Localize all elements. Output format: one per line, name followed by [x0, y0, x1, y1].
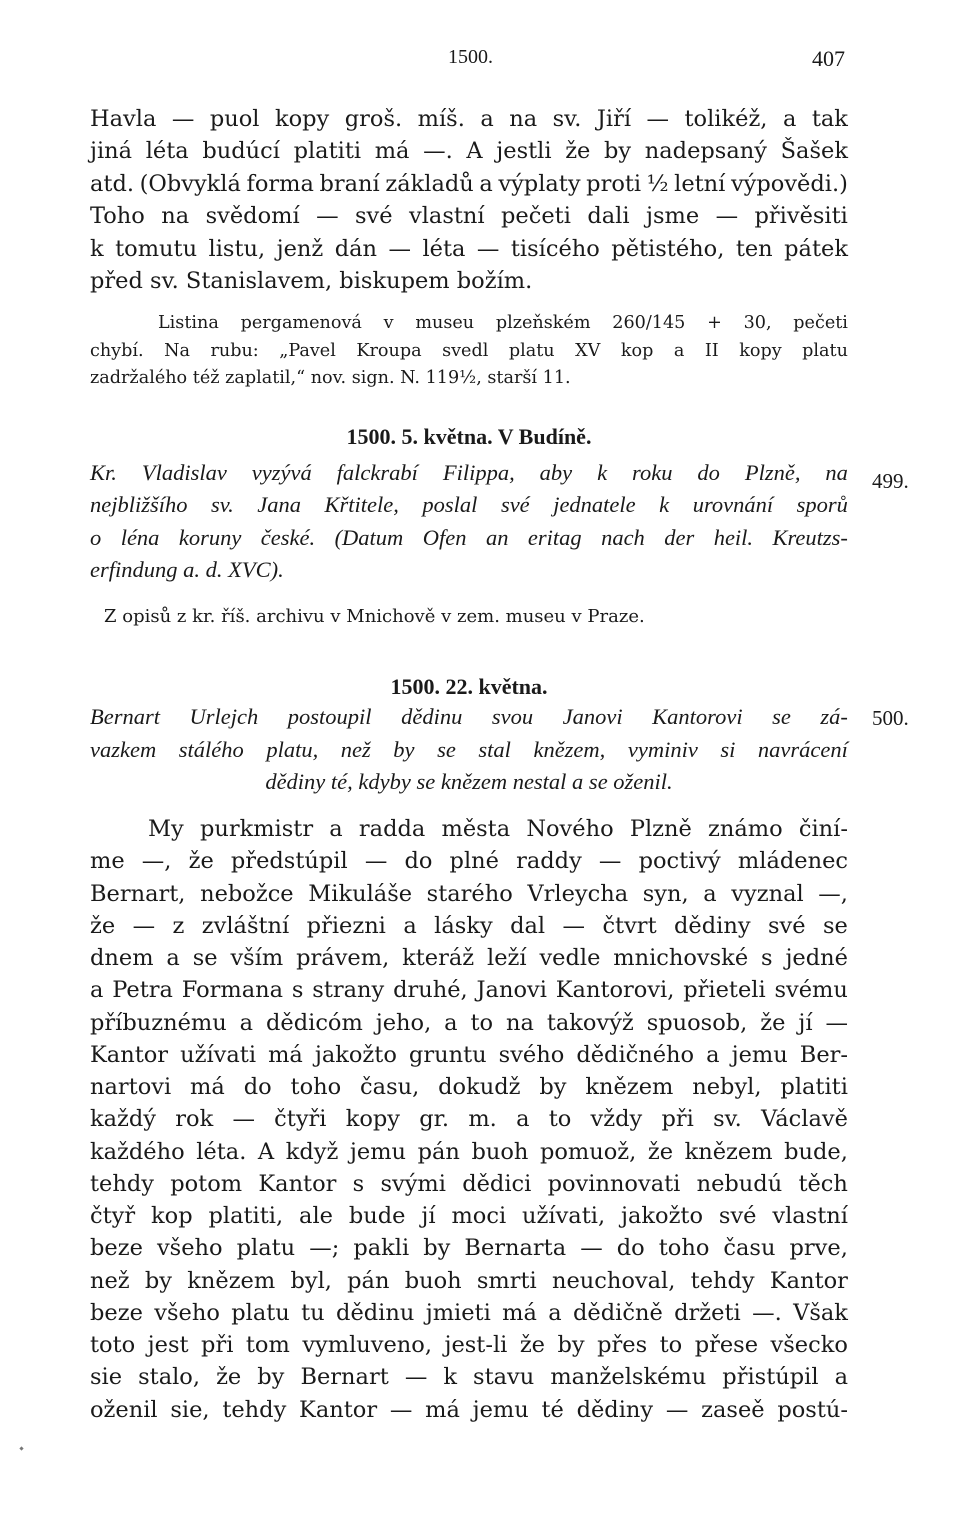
summary-line: nejbližšího sv. Jana Křtitele, poslal své jednatele k urovnání sporů — [90, 492, 848, 518]
body-line: dnem a se vším právem, kteráž leží vedle mnichovské s jedné — [90, 945, 848, 971]
body-line: toto jest při tom vymluveno, jest-li že by přes to přese všecko — [90, 1332, 848, 1358]
text-line: atd. (Obvyklá forma braní základů a výplaty proti ½ letní výpovědi.) — [90, 170, 848, 197]
text-line: Toho na svědomí — své vlastní pečeti dali jsme — přivěsiti — [90, 203, 848, 230]
body-line: sie stalo, že by Bernart — k stavu manželskému přistúpil a — [90, 1364, 848, 1391]
body-line: Kantor užívati má jakožto gruntu svého dědičného a jemu Ber- — [90, 1041, 848, 1068]
stray-mark — [19, 1446, 23, 1450]
body-line: Bernart, nebožce Mikuláše starého Vrleycha syn, a vyznal —, — [90, 880, 848, 907]
summary-line: dědiny té, kdyby se knězem nestal a se oženil. — [265, 769, 673, 794]
summary-line: o léna koruny české. (Datum Ofen an eritag nach der heil. Kreutzs- — [90, 524, 848, 550]
entry-500-margin-number: 500. — [872, 706, 909, 730]
body-line: příbuznému a dědicóm jeho, a to na takovýž spuosob, že jí — — [90, 1009, 848, 1036]
note-line: Listina pergamenová v museu plzeňském 260/145 + 30, pečeti — [158, 313, 848, 333]
body-line: beze všeho platu —; pakli by Bernarta — do toho času prve, — [90, 1235, 848, 1262]
summary-line: Kr. Vladislav vyzývá falckrabí Filippa, aby k roku do Plzně, na — [90, 460, 848, 485]
note-line: chybí. Na rubu: „Pavel Kroupa svedl platu XV kop a II kopy platu — [90, 340, 848, 361]
text-line: Havla — puol kopy groš. míš. a na sv. Jiří — tolikéž, a tak — [90, 106, 848, 132]
body-line: čtyř kop platiti, ale bude jí moci užívati, jakožto své vlastní — [90, 1203, 848, 1229]
text-line: před sv. Stanislavem, biskupem božím. — [90, 268, 533, 294]
entry-500-heading: 1500. 22. května. — [390, 674, 548, 699]
page-number: 407 — [812, 46, 845, 71]
body-line: každého léta. A když jemu pán buoh pomuož, že knězem bude, — [90, 1138, 848, 1165]
running-header-year: 1500. — [448, 46, 493, 68]
entry-499-margin-number: 499. — [872, 469, 909, 493]
body-line: My purkmistr a radda města Nového Plzně známo činí- — [148, 816, 848, 842]
entry-499-heading: 1500. 5. května. V Budíně. — [346, 424, 592, 449]
entry-499-source: Z opisů z kr. říš. archivu v Mnichově v zem. museu v Praze. — [104, 606, 645, 627]
summary-line: vazkem stálého platu, než by se stal knězem, vyminiv si navrácení — [90, 736, 848, 762]
body-line: oženil sie, tehdy Kantor — má jemu té dědiny — zaseě postú- — [90, 1396, 848, 1423]
body-line: nartovi má do toho času, dokudž by knězem nebyl, platiti — [90, 1074, 848, 1100]
body-line: me —, že předstúpil — do plné raddy — poctivý mládenec — [90, 848, 848, 875]
body-line: než by knězem byl, pán buoh smrti neuchoval, tehdy Kantor — [90, 1267, 848, 1294]
body-line: tehdy potom Kantor s svými dědici povinnovati nebudú těch — [90, 1170, 848, 1197]
body-line: beze všeho platu tu dědinu jmieti má a dědičně držeti —. Však — [90, 1299, 848, 1326]
body-line: že — z zvláštní přiezni a lásky dal — čtvrt dědiny své se — [90, 912, 848, 939]
body-line: každý rok — čtyři kopy gr. m. a to vždy při sv. Václavě — [90, 1106, 848, 1133]
summary-line: Bernart Urlejch postoupil dědinu svou Janovi Kantorovi se zá- — [90, 704, 848, 729]
text-line: k tomutu listu, jenž dán — léta — tisícého pětistého, ten pátek — [90, 235, 848, 262]
body-line: a Petra Formana s strany druhé, Janovi Kantorovi, přieteli svému — [90, 977, 848, 1004]
summary-line: erfindung a. d. XVC). — [90, 556, 284, 582]
text-line: jiná léta budúcí platiti má —. A jestli že by nadepsaný Šašek — [90, 138, 848, 165]
note-line: zadržalého též zaplatil,“ nov. sign. N. 119½, starší 11. — [90, 368, 571, 388]
